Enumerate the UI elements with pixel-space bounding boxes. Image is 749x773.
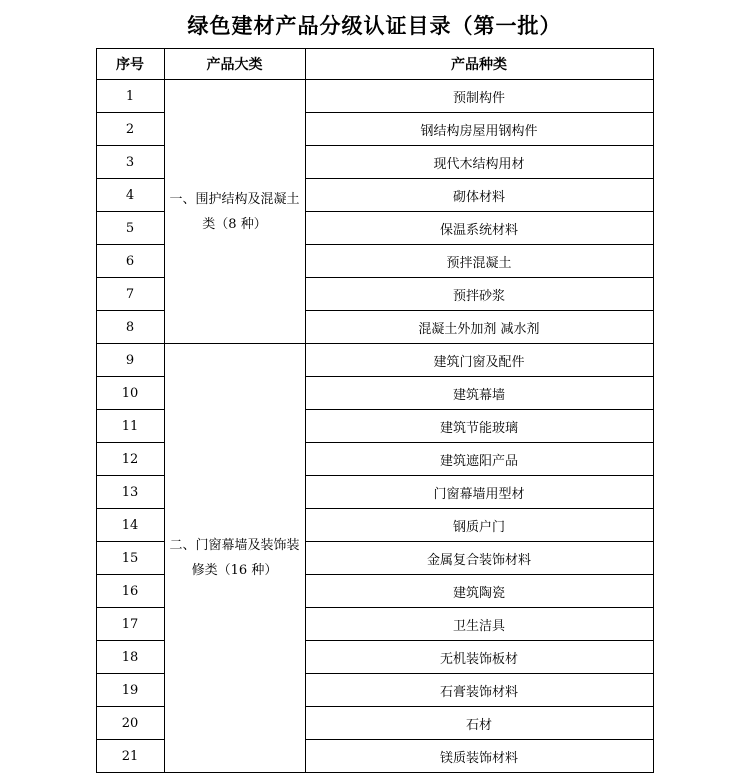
document-page xyxy=(0,10,749,766)
cell-kind: 预制构件 xyxy=(305,80,653,113)
cell-kind: 卫生洁具 xyxy=(305,608,653,641)
cell-seq: 11 xyxy=(96,410,164,443)
column-header-kind: 产品种类 xyxy=(305,49,653,80)
cell-seq: 9 xyxy=(96,344,164,377)
cell-kind: 镁质装饰材料 xyxy=(305,740,653,773)
cell-kind: 石膏装饰材料 xyxy=(305,674,653,707)
table-row xyxy=(96,344,653,377)
table-header-row xyxy=(96,49,653,80)
page-title: 绿色建材产品分级认证目录（第一批） xyxy=(187,13,562,38)
cell-seq: 18 xyxy=(96,641,164,674)
cell-seq: 6 xyxy=(96,245,164,278)
cell-seq: 16 xyxy=(96,575,164,608)
cell-kind: 钢质户门 xyxy=(305,509,653,542)
cell-kind: 无机装饰板材 xyxy=(305,641,653,674)
cell-seq: 14 xyxy=(96,509,164,542)
column-header-category: 产品大类 xyxy=(164,49,305,80)
cell-kind: 建筑幕墙 xyxy=(305,377,653,410)
cell-kind: 石材 xyxy=(305,707,653,740)
cell-kind: 预拌砂浆 xyxy=(305,278,653,311)
cell-kind: 现代木结构用材 xyxy=(305,146,653,179)
cell-category: 二、门窗幕墙及装饰装修类（16 种） xyxy=(164,344,305,773)
catalog-table xyxy=(96,48,654,773)
cell-kind: 金属复合装饰材料 xyxy=(305,542,653,575)
cell-seq: 8 xyxy=(96,311,164,344)
cell-seq: 3 xyxy=(96,146,164,179)
cell-seq: 19 xyxy=(96,674,164,707)
cell-kind: 建筑节能玻璃 xyxy=(305,410,653,443)
cell-kind: 砌体材料 xyxy=(305,179,653,212)
cell-seq: 17 xyxy=(96,608,164,641)
cell-seq: 13 xyxy=(96,476,164,509)
cell-seq: 21 xyxy=(96,740,164,773)
cell-kind: 建筑陶瓷 xyxy=(305,575,653,608)
cell-seq: 12 xyxy=(96,443,164,476)
table-row xyxy=(96,80,653,113)
cell-seq: 7 xyxy=(96,278,164,311)
cell-seq: 5 xyxy=(96,212,164,245)
cell-seq: 20 xyxy=(96,707,164,740)
cell-kind: 钢结构房屋用钢构件 xyxy=(305,113,653,146)
cell-category: 一、围护结构及混凝土类（8 种） xyxy=(164,80,305,344)
cell-seq: 15 xyxy=(96,542,164,575)
column-header-seq: 序号 xyxy=(96,49,164,80)
cell-kind: 预拌混凝土 xyxy=(305,245,653,278)
cell-seq: 4 xyxy=(96,179,164,212)
cell-seq: 1 xyxy=(96,80,164,113)
table-body xyxy=(96,80,653,773)
cell-kind: 保温系统材料 xyxy=(305,212,653,245)
cell-kind: 建筑门窗及配件 xyxy=(305,344,653,377)
cell-kind: 建筑遮阳产品 xyxy=(305,443,653,476)
cell-seq: 10 xyxy=(96,377,164,410)
cell-seq: 2 xyxy=(96,113,164,146)
cell-kind: 混凝土外加剂 减水剂 xyxy=(305,311,653,344)
cell-kind: 门窗幕墙用型材 xyxy=(305,476,653,509)
